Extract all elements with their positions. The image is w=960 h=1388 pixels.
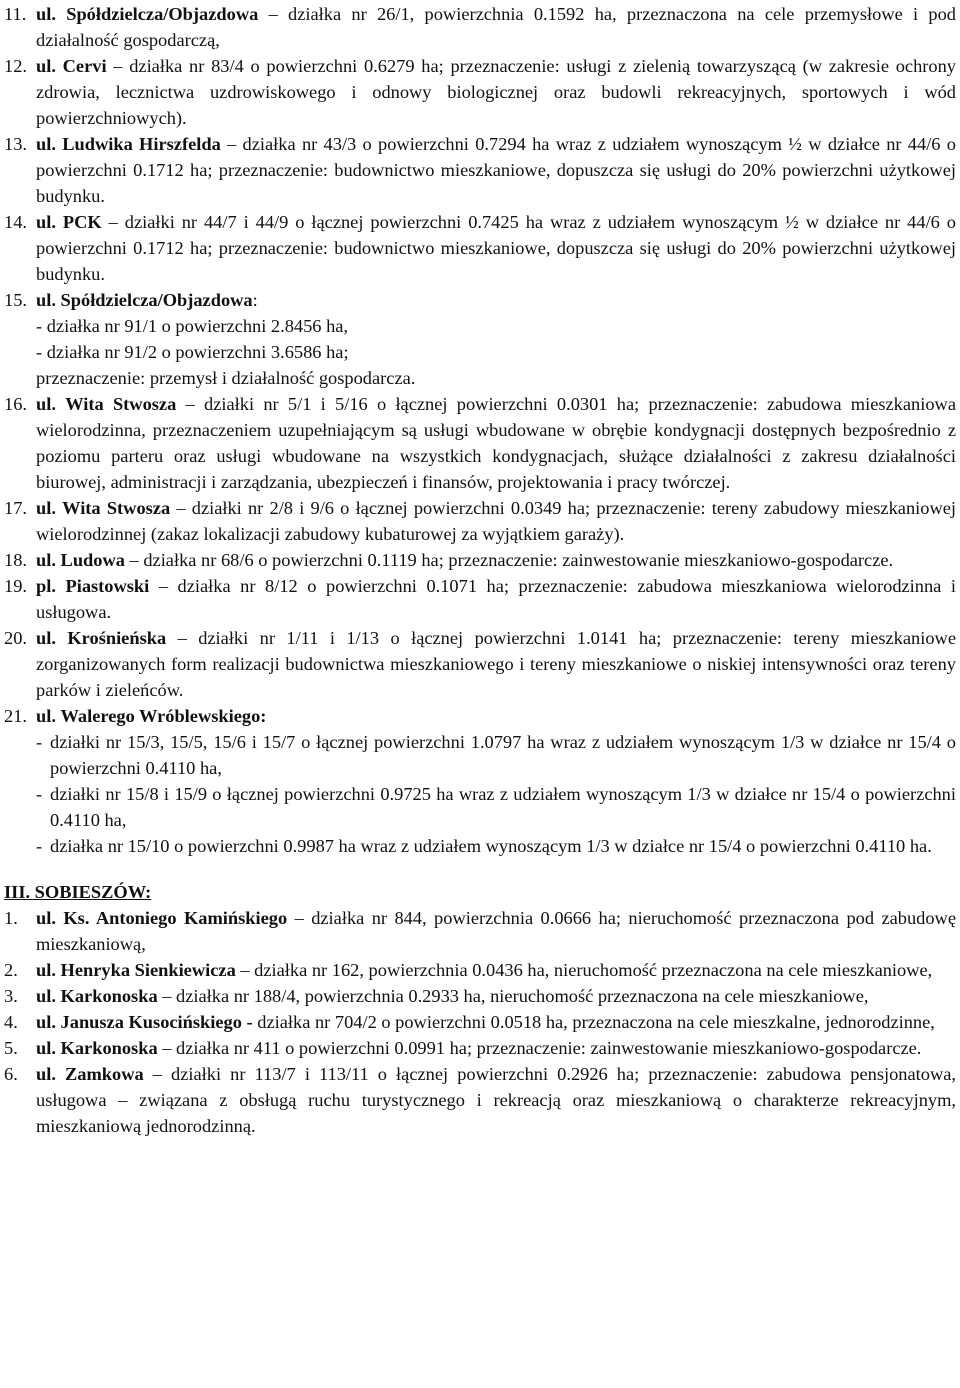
- item-text: [36, 209, 956, 287]
- item-text: [36, 625, 956, 703]
- section-heading: III. SOBIESZÓW:: [4, 882, 152, 902]
- item-number: 3.: [4, 986, 18, 1006]
- item-description: – działki nr 2/8 i 9/6 o łącznej powierzchni 0.0349 ha; przeznaczenie: tereny zabudowy mieszkaniowej wielorodzinnej (zakaz lokalizacji zabudowy kubaturowej za wyjątkiem garaży).: [36, 498, 956, 544]
- dash-marker: -: [36, 784, 43, 804]
- list-item-19: [4, 573, 956, 625]
- item-number: 4.: [4, 1012, 18, 1032]
- item-text: [36, 131, 956, 209]
- street-prefix: ul.: [36, 1012, 56, 1032]
- street-name: Ludowa: [60, 550, 125, 570]
- item-description: – działka nr 844, powierzchnia 0.0666 ha; nieruchomość przeznaczona pod zabudowę mieszkaniową,: [36, 908, 956, 954]
- street-name: Walerego Wróblewskiego:: [60, 706, 267, 726]
- dash-text: działka nr 15/10 o powierzchni 0.9987 ha wraz z udziałem wynoszącym 1/3 w działce nr 15/4 o powierzchni 0.4110 ha.: [50, 836, 932, 856]
- street-name: Krośnieńska: [67, 628, 167, 648]
- dash-entry: [36, 729, 956, 781]
- dash-marker: -: [36, 732, 43, 752]
- street-prefix: ul.: [36, 394, 56, 414]
- street-prefix: ul.: [36, 290, 56, 310]
- item-description: działka nr 704/2 o powierzchni 0.0518 ha, przeznaczona na cele mieszkalne, jednorodzinne,: [252, 1012, 935, 1032]
- item-number: 6.: [4, 1064, 18, 1084]
- item-description: – działki nr 5/1 i 5/16 o łącznej powierzchni 0.0301 ha; przeznaczenie: zabudowa mieszkaniowa wielorodzinna, przeznaczeniem uzupełniającym są usługi wbudowane w obrębie kondygnacji dostępnych bezpośrednio z poziomu parteru oraz usługi wbudowane na wszystkich kondygnacjach, służące działalności z zakresu działalności biurowej, administracji i zarządzania, ubezpieczeń i finansów, projektowania i pracy twórczej.: [36, 394, 956, 492]
- street-name: Zamkowa: [65, 1064, 144, 1084]
- item-number: 16.: [4, 394, 27, 414]
- item-number: 11.: [4, 4, 27, 24]
- item-number: 15.: [4, 290, 27, 310]
- street-name: Spółdzielcza/Objazdowa: [60, 290, 253, 310]
- item-number: 17.: [4, 498, 27, 518]
- street-name: Ludwika Hirszfelda: [62, 134, 221, 154]
- item-number: 18.: [4, 550, 27, 570]
- street-name: Ks. Antoniego Kamińskiego: [63, 908, 288, 928]
- street-name: Karkonoska: [60, 1038, 158, 1058]
- street-prefix: ul.: [36, 986, 56, 1006]
- street-prefix: ul.: [36, 706, 56, 726]
- item-text: [36, 1009, 956, 1035]
- item-description: – działki nr 44/7 i 44/9 o łącznej powierzchni 0.7425 ha wraz z udziałem wynoszącym ½ w działce nr 44/6 o powierzchni 0.1712 ha; przeznaczenie: budownictwo mieszkaniowe, dopuszcza się usługi do 20% powierzchni użytkowej budynku.: [36, 212, 956, 284]
- item-description: – działka nr 8/12 o powierzchni 0.1071 ha; przeznaczenie: zabudowa mieszkaniowa wielorodzinna i usługowa.: [36, 576, 956, 622]
- item-description: – działki nr 113/7 i 113/11 o łącznej powierzchni 0.2926 ha; przeznaczenie: zabudowa pensjonatowa, usługowa – związana z obsługą ruchu turystycznego i rekreacją oraz mieszkaniową o charakterze rekreacyjnym, mieszkaniową jednorodzinną.: [36, 1064, 956, 1136]
- item-text: [36, 287, 956, 391]
- street-name: Spółdzielcza/Objazdowa: [66, 4, 259, 24]
- street-name: Piastowski: [65, 576, 150, 596]
- sub-line: - działka nr 91/1 o powierzchni 2.8456 ha,: [36, 316, 349, 336]
- heading-colon: :: [252, 290, 258, 310]
- item-number: 14.: [4, 212, 27, 232]
- item-description: – działka nr 162, powierzchnia 0.0436 ha, nieruchomość przeznaczona na cele mieszkaniowe,: [235, 960, 933, 980]
- item-text: [36, 703, 956, 859]
- list-item-12: [4, 53, 956, 131]
- item-text: [36, 53, 956, 131]
- list-item-s2: [4, 957, 956, 983]
- street-prefix: ul.: [36, 498, 56, 518]
- list-item-s5: [4, 1035, 956, 1061]
- street-name: Karkonoska: [60, 986, 158, 1006]
- sub-line: - działka nr 91/2 o powierzchni 3.6586 ha;: [36, 342, 349, 362]
- item-text: [36, 905, 956, 957]
- list-item-s4: [4, 1009, 956, 1035]
- item-description: – działka nr 83/4 o powierzchni 0.6279 ha; przeznaczenie: usługi z zielenią towarzyszącą (w zakresie ochrony zdrowia, lecznictwa uzdrowiskowego i odnowy biologicznej oraz budowli rekreacyjnych, sportowych i wód powierzchniowych).: [36, 56, 956, 128]
- item-description: – działka nr 26/1, powierzchnia 0.1592 ha, przeznaczona na cele przemysłowe i pod działalność gospodarczą,: [36, 4, 956, 50]
- list-item-21: [4, 703, 956, 859]
- item-number: 5.: [4, 1038, 18, 1058]
- street-name: Henryka Sienkiewicza: [60, 960, 236, 980]
- street-name: PCK: [62, 212, 102, 232]
- street-prefix: ul.: [36, 134, 56, 154]
- item-heading: [36, 287, 956, 313]
- street-name: Wita Stwosza: [62, 498, 171, 518]
- list-item-16: [4, 391, 956, 495]
- item-text: [36, 1061, 956, 1139]
- item-number: 2.: [4, 960, 18, 980]
- list-item-14: [4, 209, 956, 287]
- item-description: – działka nr 188/4, powierzchnia 0.2933 ha, nieruchomość przeznaczona na cele mieszkaniowe,: [157, 986, 869, 1006]
- dash-text: działki nr 15/8 i 15/9 o łącznej powierzchni 0.9725 ha wraz z udziałem wynoszącym 1/3 w działce nr 15/4 o powierzchni 0.4110 ha,: [50, 784, 956, 830]
- street-prefix: ul.: [36, 212, 56, 232]
- street-prefix: ul.: [36, 908, 56, 928]
- item-text: [36, 957, 956, 983]
- list-item-20: [4, 625, 956, 703]
- item-description: – działka nr 68/6 o powierzchni 0.1119 ha; przeznaczenie: zainwestowanie mieszkaniowo-gospodarcze.: [124, 550, 894, 570]
- item-text: [36, 573, 956, 625]
- dash-marker: -: [36, 836, 43, 856]
- dash-text: działki nr 15/3, 15/5, 15/6 i 15/7 o łącznej powierzchni 1.0797 ha wraz z udziałem wynoszącym 1/3 w działce nr 15/4 o powierzchni 0.4110 ha,: [50, 732, 956, 778]
- item-text: [36, 983, 956, 1009]
- street-prefix: ul.: [36, 550, 56, 570]
- street-prefix: pl.: [36, 576, 56, 596]
- sub-line: przeznaczenie: przemysł i działalność gospodarcza.: [36, 368, 416, 388]
- list-item-s6: [4, 1061, 956, 1139]
- list-item-17: [4, 495, 956, 547]
- list-item-11: [4, 1, 956, 53]
- item-text: [36, 1, 956, 53]
- item-description: – działka nr 43/3 o powierzchni 0.7294 ha wraz z udziałem wynoszącym ½ w działce nr 44/6 o powierzchni 0.1712 ha; przeznaczenie: budownictwo mieszkaniowe, dopuszcza się usługi do 20% powierzchni użytkowej budynku.: [36, 134, 956, 206]
- list-item-13: [4, 131, 956, 209]
- item-number: 12.: [4, 56, 27, 76]
- dash-entry: [36, 781, 956, 833]
- item-number: 21.: [4, 706, 27, 726]
- item-text: [36, 391, 956, 495]
- item-text: [36, 495, 956, 547]
- list-item-18: [4, 547, 956, 573]
- item-number: 13.: [4, 134, 27, 154]
- list-item-s3: [4, 983, 956, 1009]
- item-description: – działki nr 1/11 i 1/13 o łącznej powierzchni 1.0141 ha; przeznaczenie: tereny mieszkaniowe zorganizowanych form realizacji budownictwa mieszkaniowego i tereny mieszkaniowe o niskiej intensywności oraz tereny parków i zieleńców.: [36, 628, 956, 700]
- street-prefix: ul.: [36, 4, 56, 24]
- street-name: Wita Stwosza: [65, 394, 177, 414]
- item-description: – działka nr 411 o powierzchni 0.0991 ha; przeznaczenie: zainwestowanie mieszkaniowo-gospodarcze.: [157, 1038, 922, 1058]
- list-item-15: [4, 287, 956, 391]
- item-number: 1.: [4, 908, 18, 928]
- item-heading: [36, 703, 956, 729]
- street-prefix: ul.: [36, 1064, 56, 1084]
- street-prefix: ul.: [36, 628, 56, 648]
- item-text: [36, 547, 956, 573]
- item-number: 20.: [4, 628, 27, 648]
- street-prefix: ul.: [36, 960, 56, 980]
- street-name: Cervi: [62, 56, 107, 76]
- item-text: [36, 1035, 956, 1061]
- street-prefix: ul.: [36, 56, 56, 76]
- item-number: 19.: [4, 576, 27, 596]
- dash-entry: [36, 833, 956, 859]
- street-prefix: ul.: [36, 1038, 56, 1058]
- street-name: Janusza Kusocińskiego -: [60, 1012, 253, 1032]
- list-item-s1: [4, 905, 956, 957]
